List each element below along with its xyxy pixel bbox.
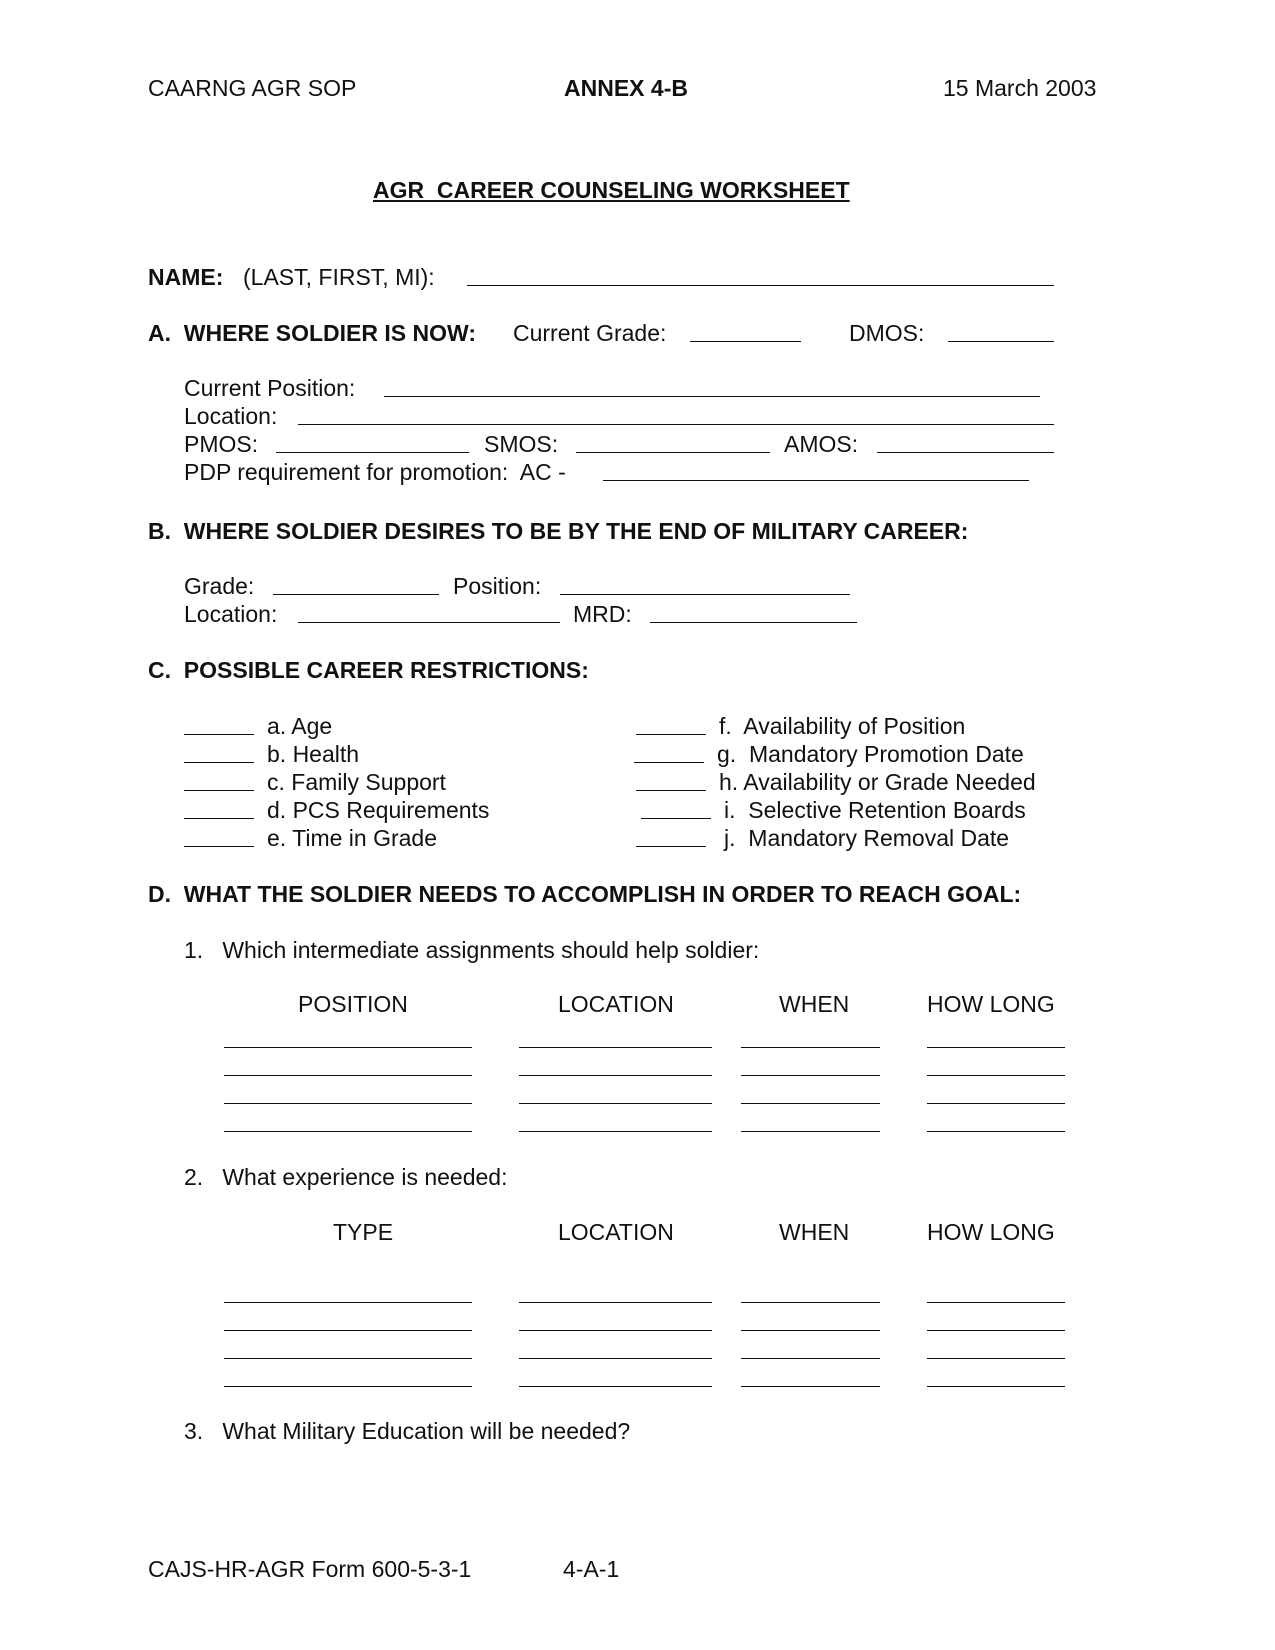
header-annex: ANNEX 4-B <box>564 75 688 101</box>
q1-row3-position-field[interactable] <box>224 1103 472 1104</box>
pdp-field[interactable] <box>603 480 1029 481</box>
q2-col-type: TYPE <box>333 1219 394 1245</box>
header-date: 15 March 2003 <box>943 75 1097 101</box>
location-label: Location: <box>184 403 278 429</box>
restriction-age-check[interactable] <box>184 734 254 735</box>
restriction-availability-label: f. Availability of Position <box>719 713 966 739</box>
q1-row2-location-field[interactable] <box>519 1075 712 1076</box>
q2-row2-when-field[interactable] <box>741 1330 880 1331</box>
q1-row4-position-field[interactable] <box>224 1131 472 1132</box>
section-a-heading: A. WHERE SOLDIER IS NOW: <box>148 320 476 346</box>
question-1: 1. Which intermediate assignments should help soldier: <box>184 937 760 963</box>
footer-page-number: 4-A-1 <box>563 1556 620 1582</box>
smos-label: SMOS: <box>484 431 559 457</box>
q2-row3-type-field[interactable] <box>224 1358 472 1359</box>
restriction-removal-date-check[interactable] <box>636 846 706 847</box>
q1-row4-location-field[interactable] <box>519 1131 712 1132</box>
q1-row1-location-field[interactable] <box>519 1047 712 1048</box>
q2-col-location: LOCATION <box>558 1219 674 1245</box>
pmos-label: PMOS: <box>184 431 259 457</box>
q2-col-when: WHEN <box>779 1219 850 1245</box>
section-c-heading: C. POSSIBLE CAREER RESTRICTIONS: <box>148 657 589 683</box>
q2-row4-how-long-field[interactable] <box>927 1386 1065 1387</box>
restriction-grade-needed-check[interactable] <box>636 790 706 791</box>
q2-row3-location-field[interactable] <box>519 1358 712 1359</box>
q1-col-location: LOCATION <box>558 991 674 1017</box>
footer-form-number: CAJS-HR-AGR Form 600-5-3-1 <box>148 1556 472 1582</box>
q2-row4-location-field[interactable] <box>519 1386 712 1387</box>
mrd-label: MRD: <box>573 601 632 627</box>
pmos-field[interactable] <box>276 452 469 453</box>
restriction-tig-label: e. Time in Grade <box>267 825 438 851</box>
restriction-pcs-label: d. PCS Requirements <box>267 797 490 823</box>
q1-row2-position-field[interactable] <box>224 1075 472 1076</box>
q1-col-how-long: HOW LONG <box>927 991 1055 1017</box>
q1-row1-when-field[interactable] <box>741 1047 880 1048</box>
pdp-label: PDP requirement for promotion: AC - <box>184 459 566 485</box>
restriction-grade-needed-label: h. Availability or Grade Needed <box>719 769 1036 795</box>
desired-location-field[interactable] <box>298 622 560 623</box>
section-b-heading: B. WHERE SOLDIER DESIRES TO BE BY THE END OF MILITARY CAREER: <box>148 518 969 544</box>
name-field[interactable] <box>467 285 1054 286</box>
q2-row3-how-long-field[interactable] <box>927 1358 1065 1359</box>
header-left: CAARNG AGR SOP <box>148 75 357 101</box>
restriction-pcs-check[interactable] <box>184 818 254 819</box>
restriction-promotion-date-label: g. Mandatory Promotion Date <box>717 741 1024 767</box>
desired-grade-field[interactable] <box>273 594 439 595</box>
q2-row1-when-field[interactable] <box>741 1302 880 1303</box>
name-format-label: (LAST, FIRST, MI): <box>243 264 435 290</box>
question-2: 2. What experience is needed: <box>184 1164 508 1190</box>
q2-row2-how-long-field[interactable] <box>927 1330 1065 1331</box>
desired-location-label: Location: <box>184 601 278 627</box>
restriction-retention-label: i. Selective Retention Boards <box>724 797 1026 823</box>
restriction-retention-check[interactable] <box>641 818 711 819</box>
location-field[interactable] <box>298 424 1054 425</box>
q1-col-when: WHEN <box>779 991 850 1017</box>
restriction-tig-check[interactable] <box>184 846 254 847</box>
current-position-field[interactable] <box>384 396 1040 397</box>
dmos-field[interactable] <box>948 341 1054 342</box>
restriction-family-check[interactable] <box>184 790 254 791</box>
q2-row1-location-field[interactable] <box>519 1302 712 1303</box>
q2-row2-type-field[interactable] <box>224 1330 472 1331</box>
section-d-heading: D. WHAT THE SOLDIER NEEDS TO ACCOMPLISH IN ORDER TO REACH GOAL: <box>148 881 1022 907</box>
question-3: 3. What Military Education will be needed? <box>184 1418 631 1444</box>
smos-field[interactable] <box>576 452 770 453</box>
restriction-health-label: b. Health <box>267 741 360 767</box>
restriction-family-label: c. Family Support <box>267 769 446 795</box>
restriction-health-check[interactable] <box>184 762 254 763</box>
q1-row2-how-long-field[interactable] <box>927 1075 1065 1076</box>
desired-grade-label: Grade: <box>184 573 255 599</box>
restriction-availability-check[interactable] <box>636 734 706 735</box>
current-grade-label: Current Grade: <box>513 320 667 346</box>
q1-row1-how-long-field[interactable] <box>927 1047 1065 1048</box>
q2-row3-when-field[interactable] <box>741 1358 880 1359</box>
restriction-age-label: a. Age <box>267 713 333 739</box>
q2-row1-type-field[interactable] <box>224 1302 472 1303</box>
q1-row4-when-field[interactable] <box>741 1131 880 1132</box>
q2-row4-when-field[interactable] <box>741 1386 880 1387</box>
restriction-removal-date-label: j. Mandatory Removal Date <box>724 825 1010 851</box>
q1-row3-location-field[interactable] <box>519 1103 712 1104</box>
q1-col-position: POSITION <box>298 991 408 1017</box>
q1-row3-how-long-field[interactable] <box>927 1103 1065 1104</box>
q1-row4-how-long-field[interactable] <box>927 1131 1065 1132</box>
amos-label: AMOS: <box>784 431 859 457</box>
desired-position-field[interactable] <box>560 594 850 595</box>
mrd-field[interactable] <box>650 622 857 623</box>
current-position-label: Current Position: <box>184 375 356 401</box>
q1-row2-when-field[interactable] <box>741 1075 880 1076</box>
desired-position-label: Position: <box>453 573 542 599</box>
q1-row1-position-field[interactable] <box>224 1047 472 1048</box>
q1-row3-when-field[interactable] <box>741 1103 880 1104</box>
current-grade-field[interactable] <box>690 341 801 342</box>
restriction-promotion-date-check[interactable] <box>634 762 704 763</box>
page-title: AGR CAREER COUNSELING WORKSHEET <box>373 177 850 203</box>
dmos-label: DMOS: <box>849 320 925 346</box>
q2-col-how-long: HOW LONG <box>927 1219 1055 1245</box>
q2-row2-location-field[interactable] <box>519 1330 712 1331</box>
name-label: NAME: <box>148 264 224 290</box>
q2-row1-how-long-field[interactable] <box>927 1302 1065 1303</box>
amos-field[interactable] <box>877 452 1054 453</box>
q2-row4-type-field[interactable] <box>224 1386 472 1387</box>
